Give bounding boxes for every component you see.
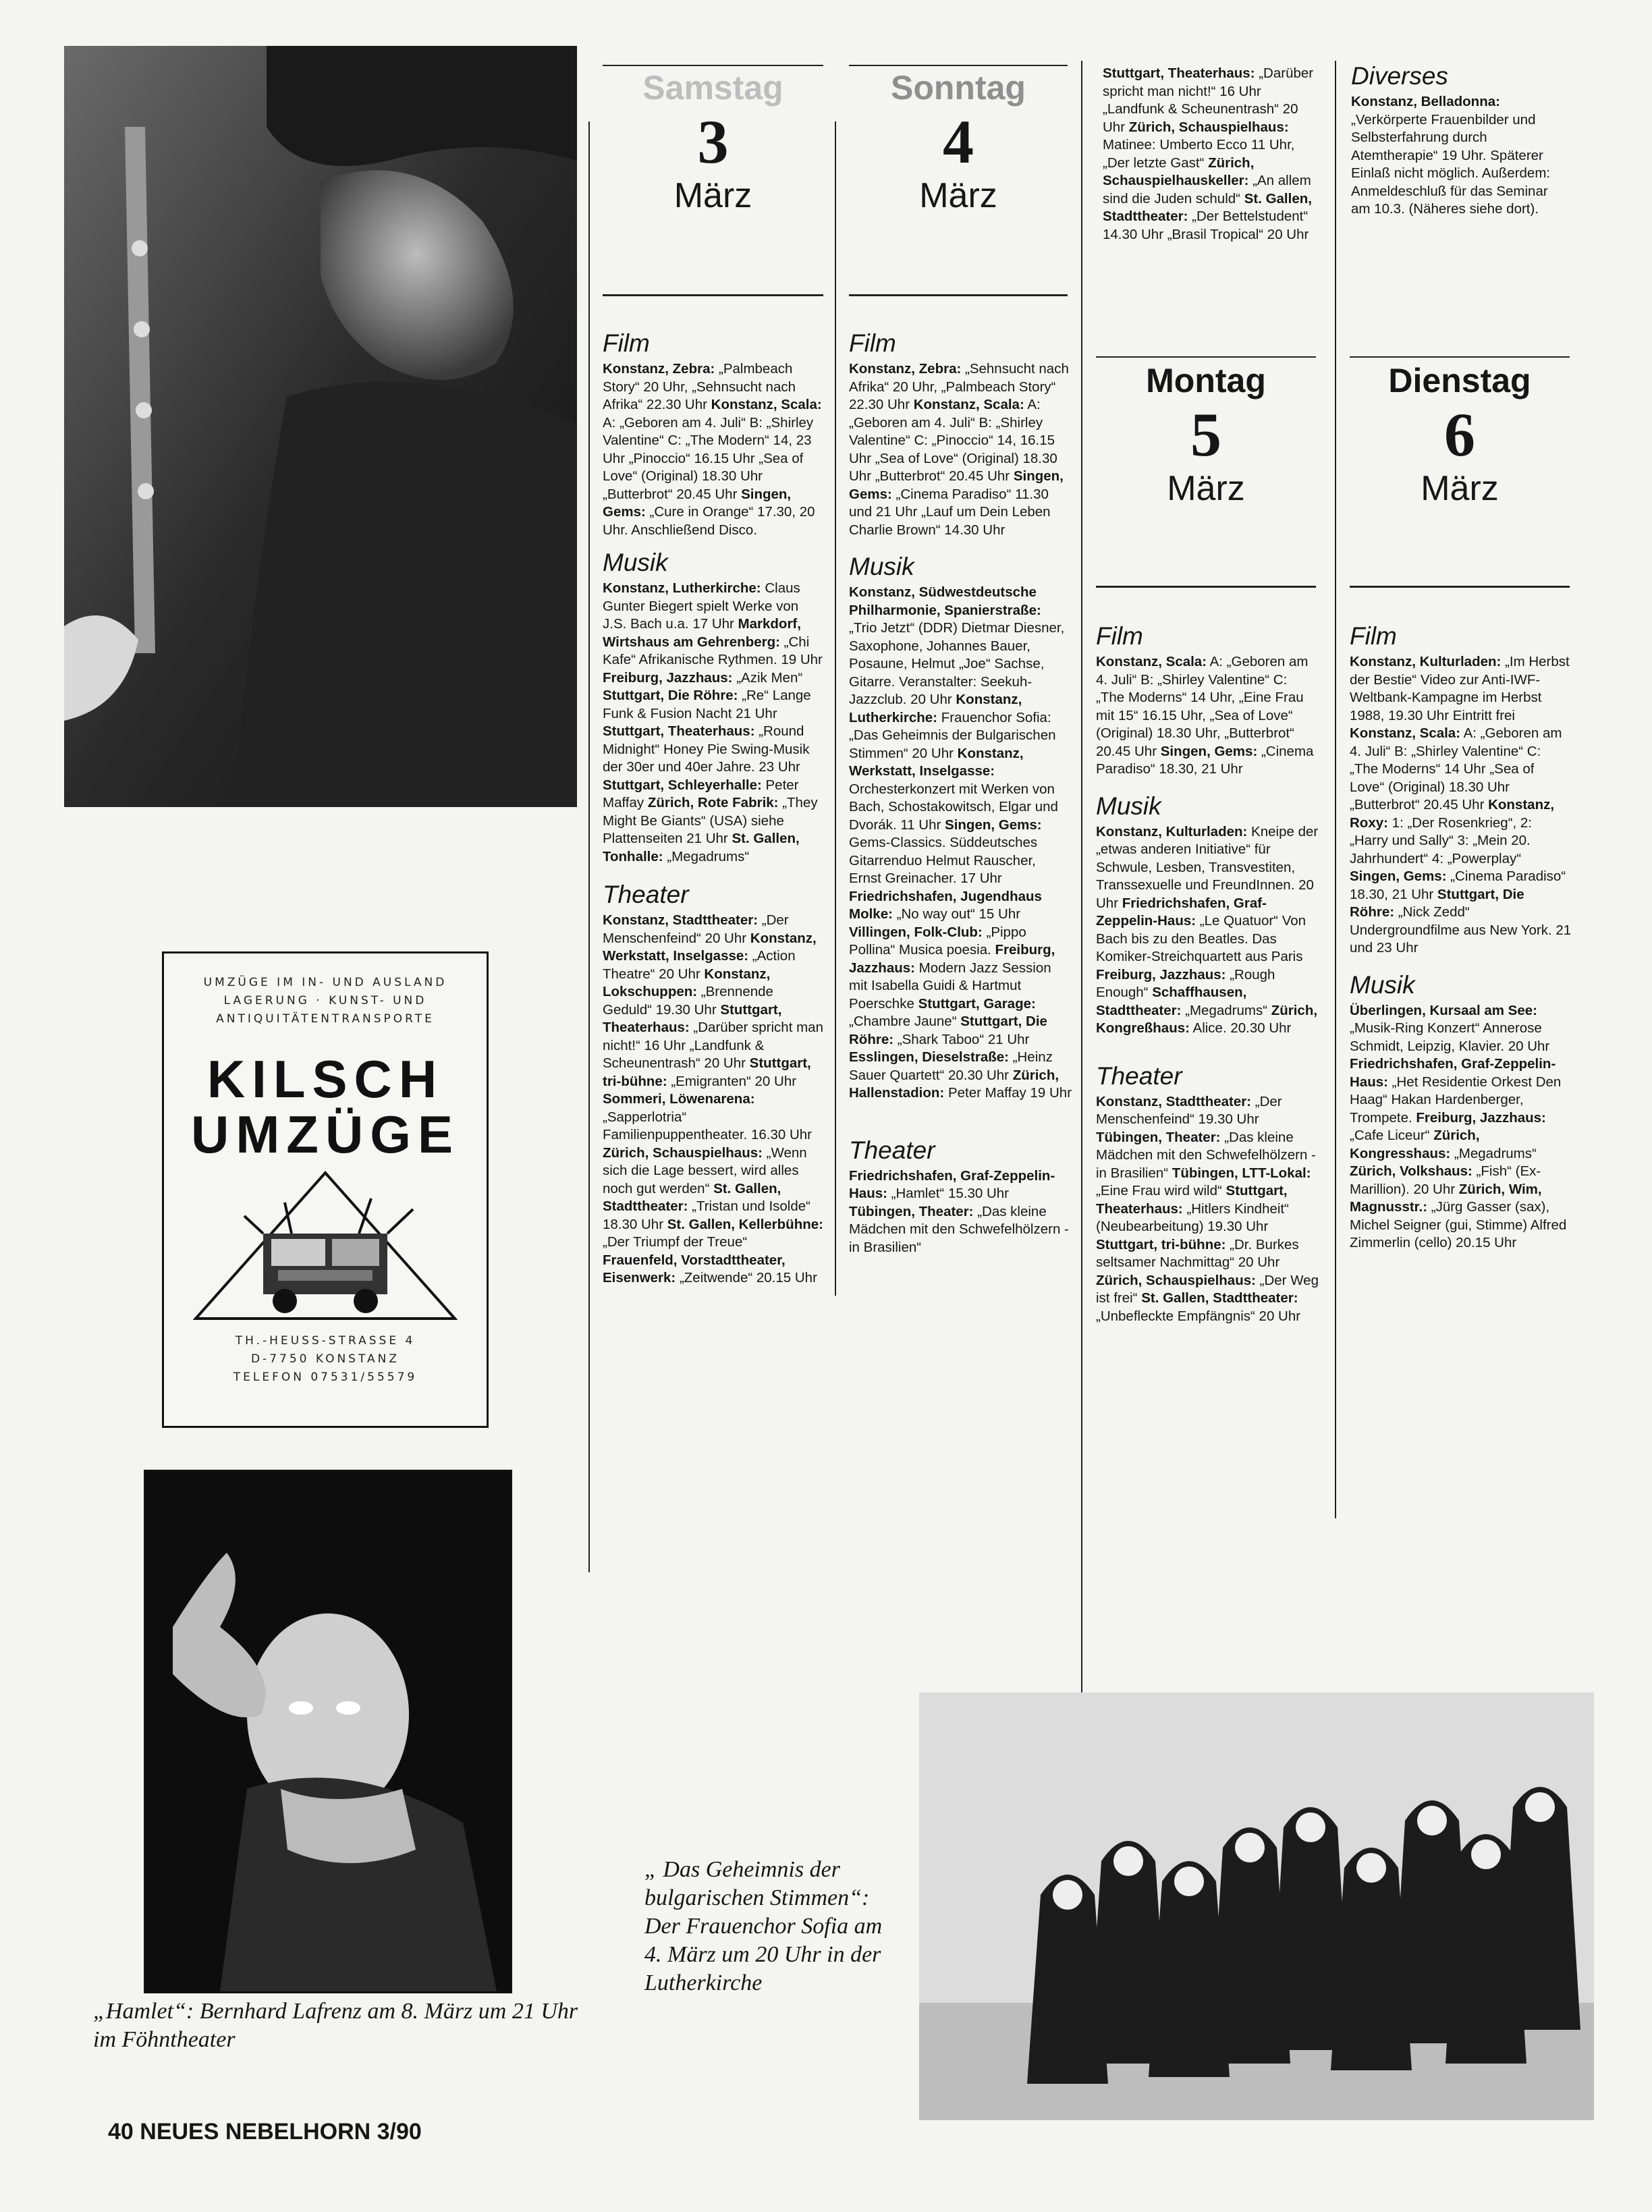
section-heading-theater: Theater xyxy=(603,881,689,908)
saxophonist-photo xyxy=(64,46,577,807)
hamlet-photo xyxy=(144,1470,512,1993)
ad-address: D-7750 KONSTANZ xyxy=(250,1352,400,1366)
day-name: Sonntag xyxy=(891,69,1026,107)
dienstag-column xyxy=(1350,622,1572,1252)
musik-listings: Konstanz, Kulturladen: Kneipe der „etwas anderen Initiative“ für Schwule, Lesben, Transvestiten, Transsexuelle und FreundInnen. 20 Uhr Friedrichshafen, Graf-Zeppelin-Haus: „Le Quatuor“ Von Bach bis zu den Beatles. Das Komiker-Streichquartett aus Paris Freiburg, Jazzhaus: „Rough Enough“ Schaffhausen, Stadttheater: „Megadrums“ Zürich, Kongreßhaus: Alice. 20.30 Uhr xyxy=(1096,823,1319,1036)
musik-listings: Überlingen, Kursaal am See: „Musik-Ring Konzert“ Annerose Schmidt, Leipzig, Klavier. 20 Uhr Friedrichshafen, Graf-Zeppelin-Haus: „Het Residentie Orkest Den Haag“ Hakan Hardenberger, Trompete. Freiburg, Jazzhaus: „Cafe Liceur“ Zürich, Kongresshaus: „Megadrums“ Zürich, Volkshaus: „Fish“ (Ex-Marillion). 20 Uhr Zürich, Wim, Magnusstr.: „Jürg Gasser (sax), Michel Seigner (gui, Stimme) Alfred Zimmerlin (cello) 20.15 Uhr xyxy=(1350,1002,1567,1250)
section-heading-theater: Theater xyxy=(849,1136,935,1164)
day-number: 6 xyxy=(1444,400,1475,469)
ad-services-line: UMZÜGE IM IN- UND AUSLAND xyxy=(203,976,447,989)
section-heading-film: Film xyxy=(603,329,650,357)
day-name: Montag xyxy=(1146,362,1266,399)
day-name: Samstag xyxy=(642,69,783,107)
sonntag-continuation xyxy=(1103,65,1319,244)
day-number: 3 xyxy=(697,107,729,176)
musik-listings: Konstanz, Südwestdeutsche Philharmonie, Spanierstraße: „Trio Jetzt“ (DDR) Dietmar Diesner, Saxophone, Johannes Bauer, Posaune, Helmut „Joe“ Sachse, Gitarre. Veranstalter: Seekuh-Jazzclub. 20 Uhr Konstanz, Lutherkirche: Frauenchor Sofia: „Das Geheimnis der Bulgarischen Stimmen“ 20 Uhr Konstanz, Werkstatt, Inselgasse: Orchesterkonzert mit Werken von Bach, Schostakowitsch, Elgar und Dvorák. 11 Uhr Singen, Gems: Gems-Classics. Süddeutsches Gitarrenduo Helmut Rauscher, Ernst Greinacher. 17 Uhr Friedrichshafen, Jugendhaus Molke: „No way out“ 15 Uhr Villingen, Folk-Club: „Pippo Pollina“ Musica poesia. Freiburg, Jazzhaus: Modern Jazz Session mit Isabella Guidi & Hartmut Poerschke Stuttgart, Garage: „Chambre Jaune“ Stuttgart, Die Röhre: „Shark Taboo“ 21 Uhr Esslingen, Dieselstraße: „Heinz Sauer Quartett“ 20.30 Uhr Zürich, Hallenstadion: Peter Maffay 19 Uhr xyxy=(849,584,1072,1101)
day-header-samstag xyxy=(603,67,823,216)
section-heading-musik: Musik xyxy=(1096,792,1161,820)
montag-column xyxy=(1096,622,1319,1325)
theater-listings: Friedrichshafen, Graf-Zeppelin-Haus: „Hamlet“ 15.30 Uhr Tübingen, Theater: „Das kleine Mädchen mit den Schwefelhölzern - in Brasilien“ xyxy=(849,1167,1069,1255)
day-month: März xyxy=(673,176,752,215)
sonntag-top-rule xyxy=(849,65,1068,66)
diverses-column xyxy=(1351,62,1567,219)
dienstag-top-rule xyxy=(1350,356,1570,358)
film-listings: Konstanz, Kulturladen: „Im Herbst der Bestie“ Video zur Anti-IWF-Weltbank-Kampagne im Herbst 1988, 19.30 Uhr Eintritt frei Konstanz, Scala: A: „Geboren am 4. Juli“ B: „Shirley Valentine“ C: „The Moderns“ 14 Uhr „Sea of Love“ (Original) 18.30 Uhr „Butterbrot“ 20.45 Uhr Konstanz, Roxy: 1: „Der Rosenkrieg“, 2: „Harry und Sally“ 3: „Mein 20. Jahrhundert“ 4: „Powerplay“ Singen, Gems: „Cinema Paradiso“ 18.30, 21 Uhr Stuttgart, Die Röhre: „Nick Zedd“ Undergroundfilme aus New York. 21 und 23 Uhr xyxy=(1350,654,1572,956)
samstag-top-rule xyxy=(603,65,823,66)
day-header-sonntag xyxy=(849,67,1068,216)
theater-listings: Konstanz, Stadttheater: „Der Menschenfeind“ 19.30 Uhr Tübingen, Theater: „Das kleine Mädchen mit den Schwefelhölzern - in Brasilien“ Tübingen, LTT-Lokal: „Eine Frau wird wild“ Stuttgart, Theaterhaus: „Hitlers Kindheit“ (Neubearbeitung) 19.30 Uhr Stuttgart, tri-bühne: „Dr. Burkes seltsamer Nachmittag“ 20 Uhr Zürich, Schauspielhaus: „Der Weg ist frei“ St. Gallen, Stadttheater: „Unbefleckte Empfängnis“ 20 Uhr xyxy=(1096,1093,1319,1324)
theater-listings: Konstanz, Stadttheater: „Der Menschenfeind“ 20 Uhr Konstanz, Werkstatt, Inselgasse: „Action Theatre“ 20 Uhr Konstanz, Lokschuppen: „Brennende Geduld“ 19.30 Uhr Stuttgart, Theaterhaus: „Darüber spricht man nicht!“ 16 Uhr „Landfunk & Scheunentrash“ 20 Uhr Stuttgart, tri-bühne: „Emigranten“ 20 Uhr Sommeri, Löwenarena: „Sapperlotria“ Familienpuppentheater. 16.30 Uhr Zürich, Schauspielhaus: „Wenn sich die Lage bessert, wird alles noch gut werden“ St. Gallen, Stadttheater: „Tristan und Isolde“ 18.30 Uhr St. Gallen, Kellerbühne: „Der Triumpf der Treue“ Frauenfeld, Vorstadttheater, Eisenwerk: „Zeitwende“ 20.15 Uhr xyxy=(603,912,823,1285)
section-heading-musik: Musik xyxy=(603,549,668,576)
section-heading-diverses: Diverses xyxy=(1351,62,1448,90)
day-number: 5 xyxy=(1190,400,1221,469)
day-name: Dienstag xyxy=(1388,362,1531,399)
ad-services-line: LAGERUNG · KUNST- UND xyxy=(223,994,427,1007)
day-number: 4 xyxy=(943,107,974,176)
day-month: März xyxy=(1421,469,1499,508)
dienstag-bottom-rule xyxy=(1350,586,1570,588)
day-header-dienstag xyxy=(1350,360,1570,509)
column-separator xyxy=(1081,61,1082,1694)
page-footer: 40 NEUES NEBELHORN 3/90 xyxy=(108,2119,422,2145)
choir-caption: „ Das Geheimnis der bulgarischen Stimmen“: Der Frauenchor Sofia am 4. März um 20 Uhr in der Lutherkirche xyxy=(644,1857,883,1995)
musik-listings: Konstanz, Lutherkirche: Claus Gunter Biegert spielt Werke von J.S. Bach u.a. 17 Uhr Markdorf, Wirtshaus am Gehrenberg: „Chi Kafe“ Afrikanische Rythmen. 19 Uhr Freiburg, Jazzhaus: „Azik Men“ Stuttgart, Die Röhre: „Re“ Lange Funk & Fusion Nacht 21 Uhr Stuttgart, Theaterhaus: „Round Midnight“ Honey Pie Swing-Musik der 30er und 40er Jahre. 23 Uhr Stuttgart, Schleyerhalle: Peter Maffay Zürich, Rote Fabrik: „They Might Be Giants“ (USA) siehe Plattenseiten 21 Uhr St. Gallen, Tonhalle: „Megadrums“ xyxy=(603,580,823,864)
montag-bottom-rule xyxy=(1096,586,1316,588)
sonntag-column xyxy=(849,329,1072,1256)
column-separator xyxy=(1335,61,1336,1518)
section-heading-musik: Musik xyxy=(849,553,914,580)
day-header-montag xyxy=(1096,360,1316,509)
ad-services-line: ANTIQUITÄTENTRANSPORTE xyxy=(216,1012,435,1026)
section-heading-musik: Musik xyxy=(1350,970,1415,999)
day-month: März xyxy=(919,176,997,215)
ad-company-name: UMZÜGE xyxy=(191,1105,460,1164)
samstag-column xyxy=(603,329,825,1288)
choir-photo xyxy=(919,1692,1594,2120)
samstag-bottom-rule xyxy=(603,294,823,296)
hamlet-caption: „Hamlet“: Bernhard Lafrenz am 8. März um 21 Uhr im Föhntheater xyxy=(93,1999,578,2052)
sonntag-bottom-rule xyxy=(849,294,1068,296)
montag-top-rule xyxy=(1096,356,1316,358)
ad-company-name: KILSCH xyxy=(206,1049,444,1109)
continued-listings: Stuttgart, Theaterhaus: „Darüber spricht man nicht!“ 16 Uhr „Landfunk & Scheunentrash“ 20 Uhr Zürich, Schauspielhaus: Matinee: Umberto Ecco 11 Uhr, „Der letzte Gast“ Zürich, Schauspielhauskeller: „An allem sind die Juden schuld“ St. Gallen, Stadttheater: „Der Bettelstudent“ 14.30 Uhr „Brasil Tropical“ 20 Uhr xyxy=(1103,65,1314,242)
column-separator xyxy=(588,121,590,1572)
kilsch-umzuege-ad xyxy=(162,951,489,1428)
diverses-listings: Konstanz, Belladonna: „Verkörperte Frauenbilder und Selbsterfahrung durch Atemtherapie“ 19 Uhr. Späterer Einlaß nicht möglich. Außerdem: Anmeldeschluß für das Seminar am 10.3. (Näheres siehe dort). xyxy=(1351,94,1551,217)
film-listings: Konstanz, Zebra: „Palmbeach Story“ 20 Uhr, „Sehnsucht nach Afrika“ 22.30 Uhr Konstanz, Scala: A: „Geboren am 4. Juli“ B: „Shirley Valentine“ C: „The Modern“ 14, 23 Uhr „Pinoccio“ 16.15 Uhr „Sea of Love“ (Original) 18.30 Uhr „Butterbrot“ 20.45 Uhr Singen, Gems: „Cure in Orange“ 17.30, 20 Uhr. Anschließend Disco. xyxy=(603,361,822,538)
section-heading-film: Film xyxy=(1350,622,1397,650)
section-heading-theater: Theater xyxy=(1096,1061,1182,1090)
section-heading-film: Film xyxy=(849,329,896,357)
column-separator xyxy=(835,121,836,1296)
film-listings: Konstanz, Scala: A: „Geboren am 4. Juli“ B: „Shirley Valentine“ C: „The Moderns“ 14 Uhr, „Eine Frau mit 15“ 16.15 Uhr, „Sea of Love“ (Original) 18.30 Uhr, „Butterbrot“ 20.45 Uhr Singen, Gems: „Cinema Paradiso“ 18.30, 21 Uhr xyxy=(1096,654,1314,777)
ad-address: TH.-HEUSS-STRASSE 4 xyxy=(235,1334,416,1348)
day-month: März xyxy=(1167,469,1245,508)
moving-truck-icon xyxy=(190,1169,460,1324)
film-listings: Konstanz, Zebra: „Sehnsucht nach Afrika“ 20 Uhr, „Palmbeach Story“ 22.30 Uhr Konstanz, Scala: A: „Geboren am 4. Juli“ B: „Shirley Valentine“ C: „Pinoccio“ 14, 16.15 Uhr „Sea of Love“ (Original) 18.30 Uhr „Butterbrot“ 20.45 Uhr Singen, Gems: „Cinema Paradiso“ 11.30 und 21 Uhr „Lauf um Dein Leben Charlie Brown“ 14.30 Uhr xyxy=(849,361,1069,538)
ad-phone: TELEFON 07531/55579 xyxy=(233,1371,418,1384)
section-heading-film: Film xyxy=(1096,622,1143,650)
